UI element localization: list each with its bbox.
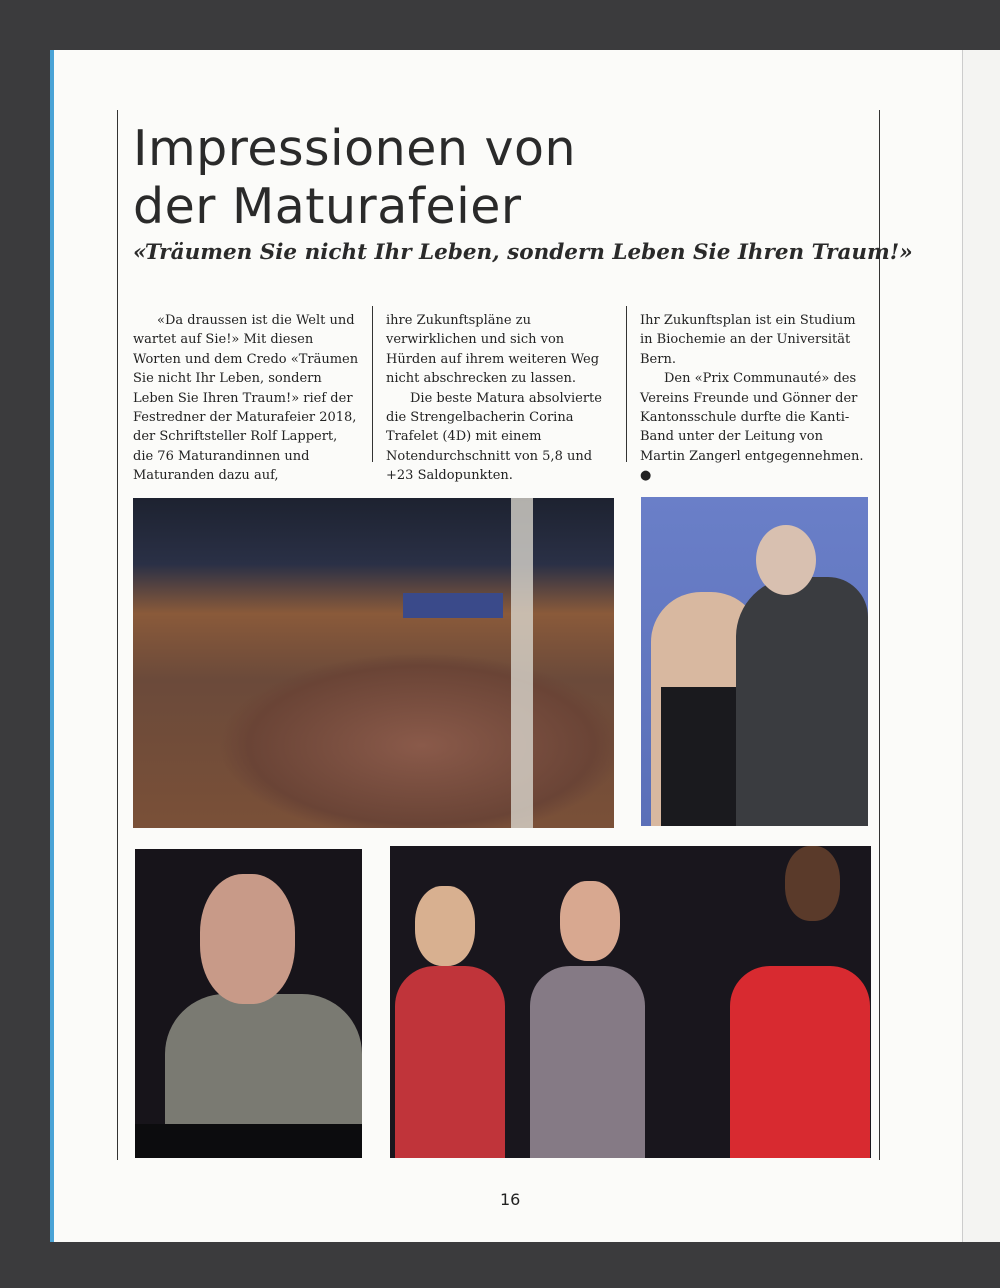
text-column-2 bbox=[386, 311, 618, 486]
column-rule bbox=[372, 306, 373, 462]
paragraph: Den «Prix Communauté» des Vereins Freunde und Gönner der Kantonsschule durfte die Kanti-Band unter der Leitung von Martin Zangerl entgegennehmen. ● bbox=[640, 371, 864, 484]
text-column-1 bbox=[133, 311, 361, 486]
paragraph: «Da draussen ist die Welt und wartet auf Sie!» Mit diesen Worten und dem Credo «Träumen Sie nicht Ihr Leben, sondern Leben Sie Ihren Traum!» rief der Festredner der Maturafeier 2018, der Schriftsteller Rolf Lappert, die 76 Maturandinnen und Maturanden dazu auf, bbox=[133, 313, 359, 484]
page-number: 16 bbox=[500, 1190, 521, 1209]
paragraph: Die beste Matura absolvierte die Strengelbacherin Corina Trafelet (4D) mit einem Notendurchschnitt von 5,8 und +23 Saldopunkten. bbox=[386, 390, 602, 484]
title-line: der Maturafeier bbox=[133, 178, 522, 235]
next-page-edge bbox=[962, 50, 1000, 1242]
right-border-rule bbox=[879, 110, 880, 1160]
title-line: Impressionen von bbox=[133, 120, 577, 177]
paragraph: Ihr Zukunftsplan ist ein Studium in Biochemie an der Universität Bern. bbox=[640, 313, 856, 367]
photo-auditorium bbox=[133, 498, 614, 828]
photo-singers bbox=[390, 846, 871, 1158]
page-title bbox=[133, 120, 576, 236]
column-rule bbox=[626, 306, 627, 462]
subtitle: «Träumen Sie nicht Ihr Leben, sondern Leben Sie Ihren Traum!» bbox=[133, 240, 913, 265]
photo-award-handover bbox=[641, 497, 868, 826]
text-column-3 bbox=[640, 311, 872, 486]
left-border-rule bbox=[117, 110, 118, 1160]
paragraph: ihre Zukunftspläne zu verwirklichen und sich von Hürden auf ihrem weiteren Weg nicht abschrecken zu lassen. bbox=[386, 313, 600, 387]
photo-speaker bbox=[135, 849, 362, 1158]
